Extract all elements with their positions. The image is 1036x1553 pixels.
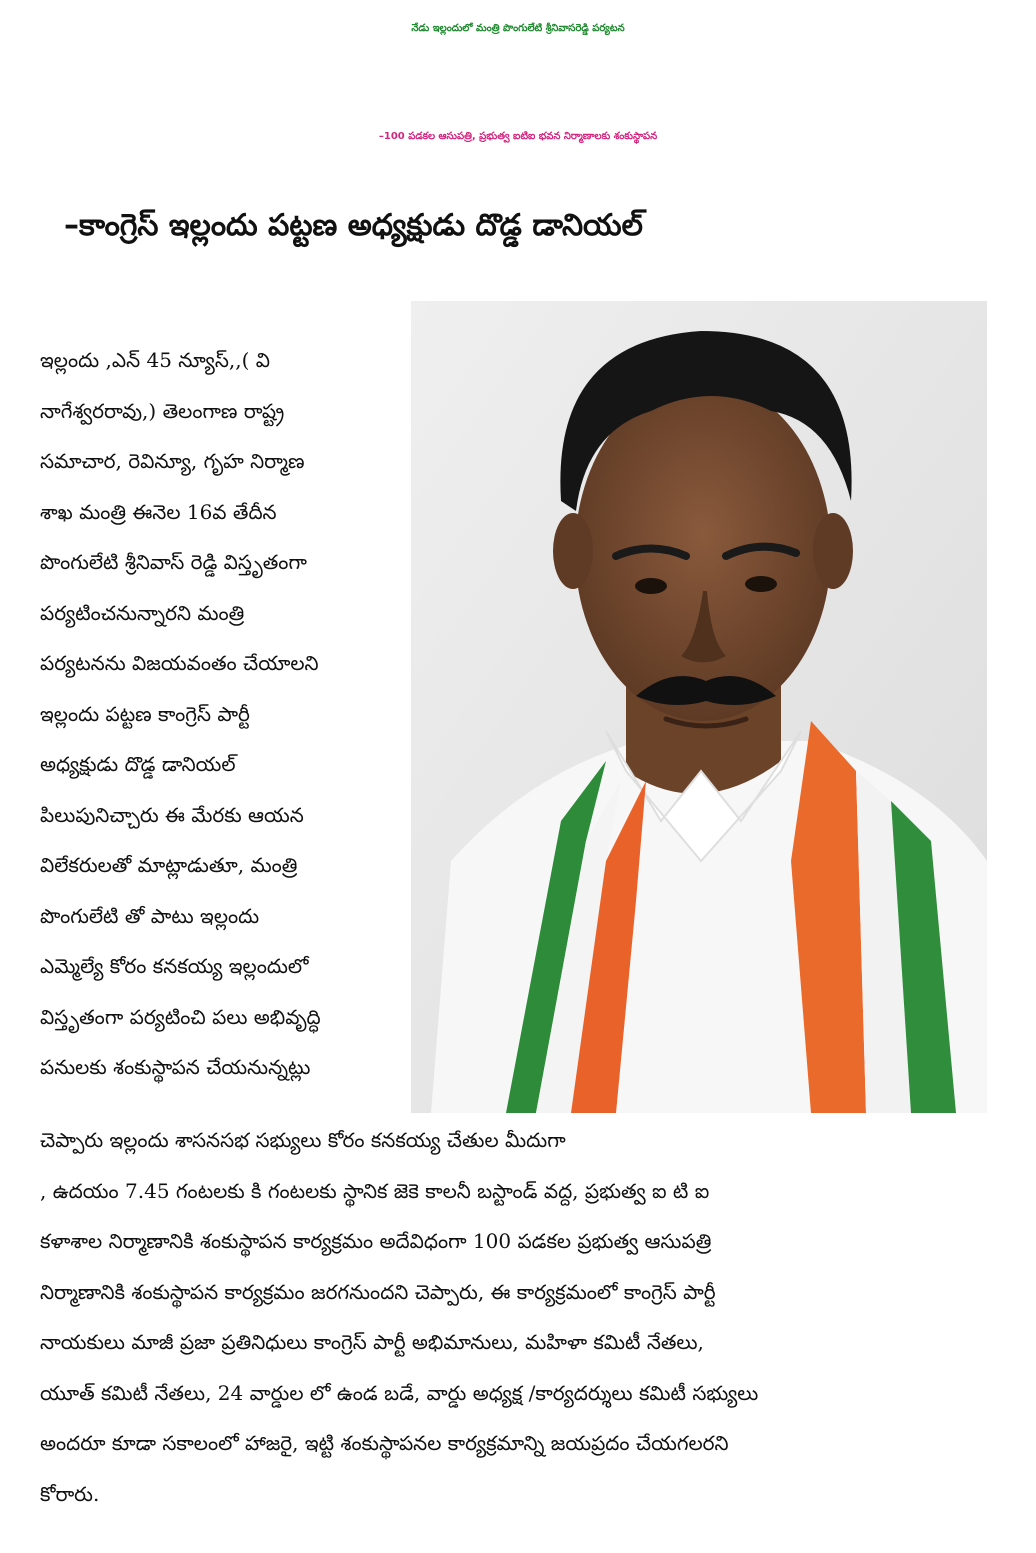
body-line: పొంగులేటి శ్రీనివాస్ రెడ్డి విస్తృతంగా [40, 550, 307, 574]
portrait-illustration [411, 301, 987, 1113]
body-line: చెప్పారు ఇల్లందు శాసనసభ సభ్యులు కోరం కనకయ్య చేతుల మీదుగా [40, 1128, 566, 1152]
body-line: విలేకరులతో మాట్లాడుతూ, మంత్రి [40, 853, 298, 877]
body-line: ఇల్లందు ,ఎన్ 45 న్యూస్,,( వి [40, 348, 270, 372]
body-line: శాఖ మంత్రి ఈనెల 16వ తేదీన [40, 499, 277, 524]
body-line: అందరూ కూడా సకాలంలో హాజరై, ఇట్టి శంకుస్థాపనల కార్యక్రమాన్ని జయప్రదం చేయగలరని [40, 1431, 729, 1455]
leader-portrait-photo [411, 301, 987, 1113]
body-line: నిర్మాణానికి శంకుస్థాపన కార్యక్రమం జరగనుందని చెప్పారు, ఈ కార్యక్రమంలో కాంగ్రెస్ పార్టీ [40, 1279, 716, 1304]
body-line: పర్యటనను విజయవంతం చేయాలని [40, 651, 319, 675]
body-line: పర్యటించనున్నారని మంత్రి [40, 600, 245, 625]
body-line: అధ్యక్షుడు దొడ్డ డానియల్ [40, 752, 236, 776]
article-subheadline-projects: –100 పడకల ఆసుపత్రి, ప్రభుత్వ ఐటిఐ భవన నిర్మాణాలకు శంకుస్థాపన [378, 131, 658, 142]
body-line: విస్తృతంగా పర్యటించి పలు అభివృద్ధి [40, 1004, 321, 1029]
body-line: పిలుపునిచ్చారు ఈ మేరకు ఆయన [40, 802, 304, 827]
body-line: సమాచార, రెవిన్యూ, గృహ నిర్మాణ [40, 449, 305, 473]
article-subheadline-source: –కాంగ్రెస్ ఇల్లందు పట్టణ అధ్యక్షుడు దొడ్డ డానియల్ [64, 208, 643, 243]
body-line: నాయకులు మాజీ ప్రజా ప్రతినిధులు కాంగ్రెస్ పార్టీ అభిమానులు, మహిళా కమిటీ నేతలు, [40, 1330, 704, 1354]
body-line: పనులకు శంకుస్థాపన చేయనున్నట్లు [40, 1055, 311, 1079]
body-line: , ఉదయం 7.45 గంటలకు కి గంటలకు స్థానిక జెకె కాలనీ బస్టాండ్ వద్ద, ప్రభుత్వ ఐ టి ఐ [40, 1178, 710, 1203]
body-line: ఇల్లందు పట్టణ కాంగ్రెస్ పార్టీ [40, 701, 250, 726]
body-line: యూత్ కమిటీ నేతలు, 24 వార్డుల లో ఉండ బడే, వార్డు అధ్యక్ష /కార్యదర్శులు కమిటీ సభ్యులు [40, 1380, 759, 1405]
body-line: ఎమ్మెల్యే కోరం కనకయ్య ఇల్లందులో [40, 954, 309, 978]
body-line: కోరారు. [40, 1481, 100, 1506]
body-line: కళాశాల నిర్మాణానికి శంకుస్థాపన కార్యక్రమం అదేవిధంగా 100 పడకల ప్రభుత్వ ఆసుపత్రి [40, 1229, 712, 1253]
body-line: నాగేశ్వరరావు,) తెలంగాణ రాష్ట్ర [40, 398, 285, 423]
body-line: పొంగులేటి తో పాటు ఇల్లందు [40, 903, 260, 928]
article-headline: నేడు ఇల్లందులో మంత్రి పొంగులేటి శ్రీనివాసరెడ్డి పర్యటన [411, 23, 625, 34]
